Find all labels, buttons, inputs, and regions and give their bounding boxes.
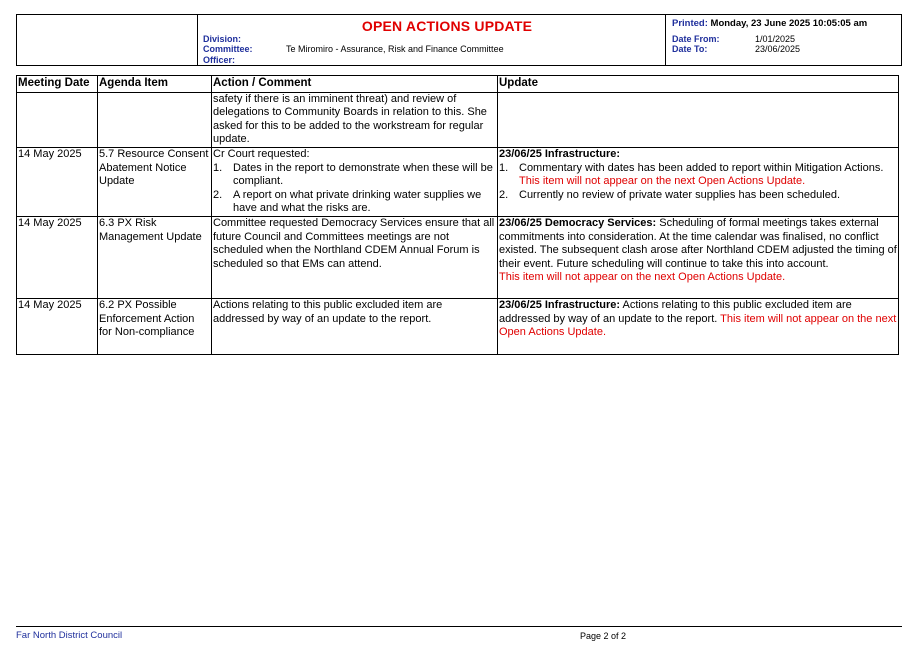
date-from-label: Date From: — [672, 34, 720, 44]
update-list — [499, 162, 897, 203]
meeting-date-cell — [17, 92, 98, 147]
table-row — [17, 92, 899, 147]
not-appear-notice: This item will not appear on the next Open Actions Update. — [499, 312, 897, 339]
header-divider — [197, 15, 198, 65]
update-text: Actions relating to this public excluded item are addressed by way of an update to the report. — [499, 298, 852, 325]
date-from-value: 1/01/2025 — [755, 34, 796, 44]
action-cell: Actions relating to this public excluded item are addressed by way of an update to the report. — [212, 298, 498, 354]
update-cell — [498, 298, 899, 354]
agenda-item-cell: 6.3 PX Risk Management Update — [98, 216, 212, 298]
column-header: Action / Comment — [212, 76, 498, 93]
action-intro: Cr Court requested: — [213, 147, 310, 160]
meeting-date-cell: 14 May 2025 — [17, 147, 98, 216]
list-item-text: Commentary with dates has been added to report within Mitigation Actions. — [519, 161, 884, 174]
open-actions-table — [16, 75, 899, 355]
division-label: Division: — [203, 34, 242, 44]
update-cell — [498, 216, 899, 298]
list-item-text: A report on what private drinking water supplies we have and what the risks are. — [233, 188, 482, 215]
header-divider — [665, 15, 666, 65]
table-row — [17, 147, 899, 216]
meeting-date-cell: 14 May 2025 — [17, 216, 98, 298]
agenda-item-cell: 6.2 PX Possible Enforcement Action for Non-compliance — [98, 298, 212, 354]
date-to-label: Date To: — [672, 44, 708, 54]
agenda-item-cell: 5.7 Resource Consent Abatement Notice Update — [98, 147, 212, 216]
update-cell — [498, 92, 899, 147]
table-row — [17, 298, 899, 354]
list-item: 2. A report on what private drinking water supplies we have and what the risks are. — [213, 188, 482, 215]
column-header: Agenda Item — [98, 76, 212, 93]
update-cell — [498, 147, 899, 216]
committee-label: Committee: — [203, 44, 253, 54]
report-header — [16, 14, 902, 66]
date-to-value: 23/06/2025 — [755, 44, 801, 54]
printed-timestamp — [672, 18, 867, 29]
printed-value: Monday, 23 June 2025 10:05:05 am — [710, 18, 868, 29]
report-title: OPEN ACTIONS UPDATE — [361, 18, 533, 34]
not-appear-notice: This item will not appear on the next Open Actions Update. — [499, 271, 786, 284]
agenda-item-cell — [98, 92, 212, 147]
column-header: Update — [498, 76, 899, 93]
footer-divider — [16, 626, 902, 627]
update-heading: 23/06/25 Democracy Services: — [499, 216, 657, 229]
meeting-date-cell: 14 May 2025 — [17, 298, 98, 354]
not-appear-notice: This item will not appear on the next Open Actions Update. — [519, 175, 806, 188]
update-text: Scheduling of formal meetings takes external commitments into consideration. At the time calendar was finalised, no conflict existed. The subsequent clash arose after Northland CDEM adjusted the timing of their event. Future scheduling will continue to take this into account. — [499, 216, 897, 270]
table-row — [17, 216, 899, 298]
update-heading: 23/06/25 Infrastructure: — [499, 298, 621, 311]
update-heading: 23/06/25 Infrastructure: — [499, 147, 621, 160]
committee-value: Te Miromiro - Assurance, Risk and Finance Committee — [286, 44, 504, 54]
list-item: 2. Currently no review of private water supplies has been scheduled. — [499, 188, 841, 201]
list-item: 1. Dates in the report to demonstrate when these will be compliant. — [213, 161, 493, 188]
table-header-row — [17, 76, 899, 93]
footer-organisation: Far North District Council — [16, 630, 123, 641]
action-cell: safety if there is an imminent threat) and review of delegations to Community Boards in relation to this. She asked for this to be added to the workstream for regular update. — [212, 92, 498, 147]
page-number: Page 2 of 2 — [580, 631, 627, 641]
column-header: Meeting Date — [17, 76, 98, 93]
list-item: 1. Commentary with dates has been added to report within Mitigation Actions. This item will not appear on the next Open Actions Update. — [499, 161, 884, 188]
list-item-text: Dates in the report to demonstrate when these will be compliant. — [233, 161, 493, 188]
action-cell: Committee requested Democracy Services ensure that all future Council and Committees meetings are not scheduled when the Northland CDEM Annual Forum is scheduled so that EMs can attend. — [212, 216, 498, 298]
officer-label: Officer: — [203, 55, 236, 65]
action-list — [213, 162, 496, 216]
action-cell — [212, 147, 498, 216]
list-item-text: Currently no review of private water supplies has been scheduled. — [519, 188, 841, 201]
printed-label: Printed: — [672, 18, 708, 29]
